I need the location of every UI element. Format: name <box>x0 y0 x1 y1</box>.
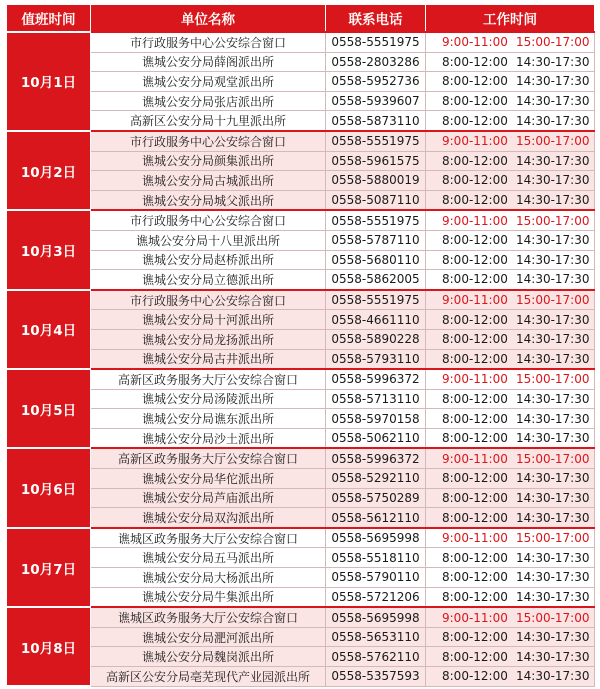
table-row <box>7 131 595 151</box>
duty-table <box>6 4 595 687</box>
phone-number: 0558-5970158 <box>326 409 426 429</box>
table-row <box>7 667 595 687</box>
table-row <box>7 448 595 468</box>
afternoon-hours: 14:30-17:30 <box>516 391 590 406</box>
morning-hours: 8:00-12:00 <box>442 233 508 248</box>
work-hours <box>426 607 595 627</box>
morning-hours: 8:00-12:00 <box>442 113 508 128</box>
afternoon-hours: 14:30-17:30 <box>516 431 590 446</box>
work-hours <box>426 210 595 230</box>
morning-hours: 8:00-12:00 <box>442 490 508 505</box>
unit-name: 市行政服务中心公安综合窗口 <box>91 290 326 310</box>
afternoon-hours: 14:30-17:30 <box>516 173 590 188</box>
morning-hours: 9:00-11:00 <box>442 293 508 308</box>
morning-hours: 9:00-11:00 <box>442 372 508 387</box>
afternoon-hours: 14:30-17:30 <box>516 550 590 565</box>
table-row <box>7 607 595 627</box>
header-work-hours: 工作时间 <box>426 5 595 33</box>
morning-hours: 8:00-12:00 <box>442 669 508 684</box>
unit-name: 谯城公安分局五马派出所 <box>91 548 326 568</box>
work-hours <box>426 369 595 389</box>
duty-date: 10月3日 <box>7 210 91 289</box>
table-row <box>7 428 595 448</box>
work-hours <box>426 389 595 409</box>
duty-date: 10月6日 <box>7 448 91 527</box>
morning-hours: 9:00-11:00 <box>442 451 508 466</box>
unit-name: 谯城公安分局古城派出所 <box>91 171 326 191</box>
duty-schedule <box>6 4 594 687</box>
table-row <box>7 508 595 528</box>
morning-hours: 8:00-12:00 <box>442 351 508 366</box>
work-hours <box>426 310 595 330</box>
phone-number: 0558-5551975 <box>326 210 426 230</box>
table-row <box>7 329 595 349</box>
phone-number: 0558-5695998 <box>326 607 426 627</box>
unit-name: 谯城公安分局观堂派出所 <box>91 72 326 92</box>
afternoon-hours: 14:30-17:30 <box>516 113 590 128</box>
unit-name: 高新区公安分局十九里派出所 <box>91 111 326 131</box>
phone-number: 0558-5790110 <box>326 568 426 588</box>
work-hours <box>426 270 595 290</box>
afternoon-hours: 14:30-17:30 <box>516 74 590 89</box>
work-hours <box>426 250 595 270</box>
morning-hours: 8:00-12:00 <box>442 54 508 69</box>
unit-name: 谯城公安分局城父派出所 <box>91 190 326 210</box>
afternoon-hours: 14:30-17:30 <box>516 669 590 684</box>
morning-hours: 8:00-12:00 <box>442 391 508 406</box>
phone-number: 0558-5787110 <box>326 230 426 250</box>
work-hours <box>426 190 595 210</box>
header-unit-name: 单位名称 <box>91 5 326 33</box>
afternoon-hours: 14:30-17:30 <box>516 252 590 267</box>
phone-number: 0558-5551975 <box>326 32 426 52</box>
morning-hours: 8:00-12:00 <box>442 74 508 89</box>
unit-name: 谯城区政务服务大厅公安综合窗口 <box>91 528 326 548</box>
phone-number: 0558-5880019 <box>326 171 426 191</box>
phone-number: 0558-5713110 <box>326 389 426 409</box>
work-hours <box>426 548 595 568</box>
table-row <box>7 587 595 607</box>
header-phone: 联系电话 <box>326 5 426 33</box>
work-hours <box>426 667 595 687</box>
unit-name: 市行政服务中心公安综合窗口 <box>91 131 326 151</box>
work-hours <box>426 72 595 92</box>
morning-hours: 8:00-12:00 <box>442 649 508 664</box>
phone-number: 0558-5357593 <box>326 667 426 687</box>
afternoon-hours: 14:30-17:30 <box>516 490 590 505</box>
morning-hours: 8:00-12:00 <box>442 630 508 645</box>
afternoon-hours: 15:00-17:00 <box>516 610 590 625</box>
morning-hours: 8:00-12:00 <box>442 332 508 347</box>
unit-name: 谯城公安分局魏岗派出所 <box>91 647 326 667</box>
phone-number: 0558-5762110 <box>326 647 426 667</box>
table-row <box>7 528 595 548</box>
unit-name: 谯城公安分局双沟派出所 <box>91 508 326 528</box>
afternoon-hours: 15:00-17:00 <box>516 35 590 50</box>
table-row <box>7 151 595 171</box>
unit-name: 谯城公安分局淝河派出所 <box>91 627 326 647</box>
unit-name: 市行政服务中心公安综合窗口 <box>91 210 326 230</box>
morning-hours: 8:00-12:00 <box>442 252 508 267</box>
phone-number: 0558-5939607 <box>326 91 426 111</box>
duty-date: 10月4日 <box>7 290 91 369</box>
table-row <box>7 349 595 369</box>
unit-name: 谯城公安分局沙土派出所 <box>91 428 326 448</box>
afternoon-hours: 14:30-17:30 <box>516 471 590 486</box>
morning-hours: 8:00-12:00 <box>442 193 508 208</box>
afternoon-hours: 14:30-17:30 <box>516 153 590 168</box>
unit-name: 谯城公安分局芦庙派出所 <box>91 488 326 508</box>
unit-name: 谯城公安分局张店派出所 <box>91 91 326 111</box>
unit-name: 谯城区政务服务大厅公安综合窗口 <box>91 607 326 627</box>
morning-hours: 8:00-12:00 <box>442 550 508 565</box>
afternoon-hours: 14:30-17:30 <box>516 570 590 585</box>
work-hours <box>426 171 595 191</box>
work-hours <box>426 627 595 647</box>
work-hours <box>426 647 595 667</box>
phone-number: 0558-5862005 <box>326 270 426 290</box>
phone-number: 0558-5873110 <box>326 111 426 131</box>
table-row <box>7 171 595 191</box>
morning-hours: 8:00-12:00 <box>442 431 508 446</box>
morning-hours: 8:00-12:00 <box>442 173 508 188</box>
afternoon-hours: 14:30-17:30 <box>516 630 590 645</box>
duty-date: 10月2日 <box>7 131 91 210</box>
unit-name: 谯城公安分局汤陵派出所 <box>91 389 326 409</box>
table-row <box>7 627 595 647</box>
table-row <box>7 91 595 111</box>
unit-name: 谯城公安分局牛集派出所 <box>91 587 326 607</box>
afternoon-hours: 14:30-17:30 <box>516 649 590 664</box>
table-row <box>7 389 595 409</box>
work-hours <box>426 587 595 607</box>
afternoon-hours: 15:00-17:00 <box>516 213 590 228</box>
work-hours <box>426 52 595 72</box>
afternoon-hours: 14:30-17:30 <box>516 54 590 69</box>
table-row <box>7 190 595 210</box>
phone-number: 0558-5890228 <box>326 329 426 349</box>
afternoon-hours: 15:00-17:00 <box>516 293 590 308</box>
work-hours <box>426 131 595 151</box>
table-row <box>7 270 595 290</box>
afternoon-hours: 14:30-17:30 <box>516 589 590 604</box>
afternoon-hours: 15:00-17:00 <box>516 372 590 387</box>
morning-hours: 9:00-11:00 <box>442 531 508 546</box>
unit-name: 谯城公安分局大杨派出所 <box>91 568 326 588</box>
phone-number: 0558-5551975 <box>326 290 426 310</box>
work-hours <box>426 329 595 349</box>
table-row <box>7 488 595 508</box>
unit-name: 谯城公安分局颜集派出所 <box>91 151 326 171</box>
table-row <box>7 568 595 588</box>
phone-number: 0558-5612110 <box>326 508 426 528</box>
phone-number: 0558-5062110 <box>326 428 426 448</box>
morning-hours: 8:00-12:00 <box>442 510 508 525</box>
morning-hours: 8:00-12:00 <box>442 153 508 168</box>
table-row <box>7 310 595 330</box>
work-hours <box>426 349 595 369</box>
unit-name: 谯城公安分局龙扬派出所 <box>91 329 326 349</box>
afternoon-hours: 15:00-17:00 <box>516 531 590 546</box>
work-hours <box>426 151 595 171</box>
table-row <box>7 72 595 92</box>
phone-number: 0558-5551975 <box>326 131 426 151</box>
phone-number: 0558-5695998 <box>326 528 426 548</box>
table-row <box>7 52 595 72</box>
morning-hours: 9:00-11:00 <box>442 134 508 149</box>
unit-name: 市行政服务中心公安综合窗口 <box>91 32 326 52</box>
phone-number: 0558-5961575 <box>326 151 426 171</box>
work-hours <box>426 469 595 489</box>
table-row <box>7 469 595 489</box>
phone-number: 0558-5518110 <box>326 548 426 568</box>
work-hours <box>426 230 595 250</box>
header-duty-date: 值班时间 <box>7 5 91 33</box>
work-hours <box>426 508 595 528</box>
phone-number: 0558-5750289 <box>326 488 426 508</box>
phone-number: 0558-2803286 <box>326 52 426 72</box>
duty-date: 10月8日 <box>7 607 91 686</box>
work-hours <box>426 409 595 429</box>
phone-number: 0558-5793110 <box>326 349 426 369</box>
work-hours <box>426 290 595 310</box>
table-row <box>7 369 595 389</box>
phone-number: 0558-5952736 <box>326 72 426 92</box>
table-row <box>7 409 595 429</box>
phone-number: 0558-5292110 <box>326 469 426 489</box>
unit-name: 谯城公安分局立德派出所 <box>91 270 326 290</box>
morning-hours: 9:00-11:00 <box>442 213 508 228</box>
unit-name: 谯城公安分局古井派出所 <box>91 349 326 369</box>
work-hours <box>426 428 595 448</box>
phone-number: 0558-5680110 <box>326 250 426 270</box>
header-row <box>7 5 595 33</box>
morning-hours: 8:00-12:00 <box>442 411 508 426</box>
morning-hours: 9:00-11:00 <box>442 35 508 50</box>
afternoon-hours: 14:30-17:30 <box>516 272 590 287</box>
work-hours <box>426 111 595 131</box>
table-row <box>7 210 595 230</box>
afternoon-hours: 14:30-17:30 <box>516 233 590 248</box>
phone-number: 0558-5721206 <box>326 587 426 607</box>
schedule-body <box>7 32 595 686</box>
work-hours <box>426 448 595 468</box>
work-hours <box>426 528 595 548</box>
morning-hours: 8:00-12:00 <box>442 471 508 486</box>
morning-hours: 9:00-11:00 <box>442 610 508 625</box>
afternoon-hours: 14:30-17:30 <box>516 193 590 208</box>
table-row <box>7 111 595 131</box>
table-row <box>7 647 595 667</box>
unit-name: 谯城公安分局薛阁派出所 <box>91 52 326 72</box>
morning-hours: 8:00-12:00 <box>442 94 508 109</box>
table-row <box>7 290 595 310</box>
afternoon-hours: 15:00-17:00 <box>516 451 590 466</box>
duty-date: 10月7日 <box>7 528 91 607</box>
phone-number: 0558-5653110 <box>326 627 426 647</box>
unit-name: 谯城公安分局十八里派出所 <box>91 230 326 250</box>
work-hours <box>426 488 595 508</box>
afternoon-hours: 14:30-17:30 <box>516 94 590 109</box>
afternoon-hours: 15:00-17:00 <box>516 134 590 149</box>
unit-name: 高新区公安分局亳芜现代产业园派出所 <box>91 667 326 687</box>
table-row <box>7 230 595 250</box>
table-row <box>7 548 595 568</box>
unit-name: 谯城公安分局十河派出所 <box>91 310 326 330</box>
work-hours <box>426 568 595 588</box>
work-hours <box>426 32 595 52</box>
afternoon-hours: 14:30-17:30 <box>516 312 590 327</box>
unit-name: 高新区政务服务大厅公安综合窗口 <box>91 369 326 389</box>
phone-number: 0558-5996372 <box>326 448 426 468</box>
duty-date: 10月1日 <box>7 32 91 131</box>
morning-hours: 8:00-12:00 <box>442 570 508 585</box>
afternoon-hours: 14:30-17:30 <box>516 510 590 525</box>
phone-number: 0558-5996372 <box>326 369 426 389</box>
unit-name: 谯城公安分局赵桥派出所 <box>91 250 326 270</box>
morning-hours: 8:00-12:00 <box>442 312 508 327</box>
work-hours <box>426 91 595 111</box>
unit-name: 高新区政务服务大厅公安综合窗口 <box>91 448 326 468</box>
table-row <box>7 250 595 270</box>
morning-hours: 8:00-12:00 <box>442 272 508 287</box>
unit-name: 谯城公安分局谯东派出所 <box>91 409 326 429</box>
morning-hours: 8:00-12:00 <box>442 589 508 604</box>
phone-number: 0558-4661110 <box>326 310 426 330</box>
afternoon-hours: 14:30-17:30 <box>516 351 590 366</box>
afternoon-hours: 14:30-17:30 <box>516 411 590 426</box>
afternoon-hours: 14:30-17:30 <box>516 332 590 347</box>
phone-number: 0558-5087110 <box>326 190 426 210</box>
table-row <box>7 32 595 52</box>
unit-name: 谯城公安分局华佗派出所 <box>91 469 326 489</box>
duty-date: 10月5日 <box>7 369 91 448</box>
